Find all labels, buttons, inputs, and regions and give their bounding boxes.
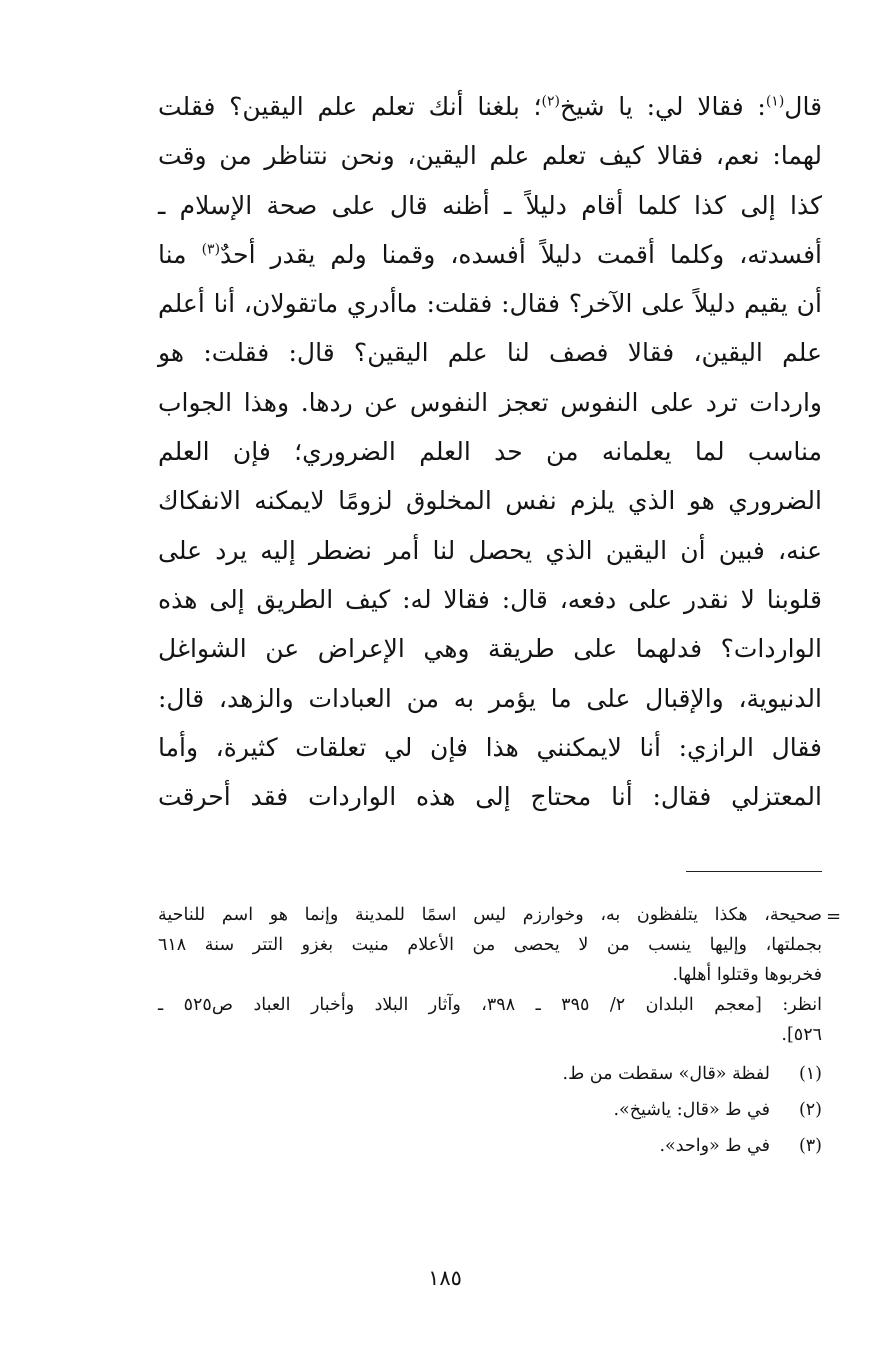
page-number: ١٨٥: [428, 1266, 462, 1290]
text-line-12: الواردات؟ فدلهما على طريقة وهي الإعراض عن الشواغل: [158, 634, 822, 664]
text-line-15: المعتزلي فقال: أنا محتاج إلى هذه الواردات فقد أحرقت: [158, 782, 822, 812]
text-line-8: مناسب لما يعلمانه من حد العلم الضروري؛ فإن العلم: [158, 437, 822, 467]
text-line-11: قلوبنا لا نقدر على دفعه، قال: فقالا له: كيف الطريق إلى هذه: [158, 584, 822, 614]
text-fragment: قال: [784, 92, 823, 121]
text-line-13: الدنيوية، والإقبال على ما يؤمر به من العبادات والزهد، قال:: [158, 683, 822, 713]
footnote-source-line: ٥٢٦].: [781, 1025, 822, 1045]
footnote-source-line: انظر: [معجم البلدان ٢/ ٣٩٥ ـ ٣٩٨، وآثار البلاد وأخبار العباد ص٥٢٥ ـ: [158, 995, 822, 1015]
footnote-number: (١): [798, 1064, 822, 1084]
footnote-item-2: [158, 1092, 822, 1128]
footnote-ref-3: (٣): [201, 241, 221, 258]
footnote-number: (٣): [798, 1136, 822, 1156]
footnote-text: في ط «قال: ياشيخ».: [613, 1100, 770, 1120]
footnote-continuation-line: صحيحة، هكذا يتلفظون به، وخوارزم ليس اسمًا للمدينة وإنما هو اسم للناحية: [158, 905, 822, 925]
footnote-continuation-line: فخربوها وقتلوا أهلها.: [672, 965, 822, 985]
text-line-7: واردات ترد على النفوس تعجز النفوس عن ردها. وهذا الجواب: [158, 387, 822, 417]
text-line-5: أن يقيم دليلاً على الآخر؟ فقال: فقلت: ماأدري ماتقولان، أنا أعلم: [158, 289, 822, 319]
footnote-ref-1: (١): [765, 93, 785, 110]
footnote-item-1: [158, 1056, 822, 1092]
footnote-item-3: [158, 1128, 822, 1164]
main-text: [158, 82, 822, 821]
text-fragment: منا: [158, 239, 202, 269]
text-line-9: الضروري هو الذي يلزم نفس المخلوق لزومًا لايمكنه الانفكاك: [158, 486, 822, 516]
footnote-text: في ط «واحد».: [659, 1136, 770, 1156]
text-fragment: ؛ بلغنا أنك تعلم علم اليقين؟ فقلت: [158, 92, 542, 121]
text-fragment: : فقالا لي: يا شيخ: [559, 92, 766, 121]
footnote-separator: [686, 871, 822, 872]
footnotes: [158, 900, 822, 1164]
text-line-10: عنه، فبين أن اليقين الذي يحصل لنا أمر نضطر إليه يرد على: [158, 535, 822, 565]
text-line-14: فقال الرازي: أنا لايمكنني هذا فإن لي تعلقات كثيرة، وأما: [158, 732, 822, 762]
footnote-ref-2: (٢): [541, 93, 560, 110]
text-line-4: [158, 230, 822, 279]
text-line-6: علم اليقين، فقالا فصف لنا علم اليقين؟ قال: فقلت: هو: [158, 338, 822, 368]
text-line-2: لهما: نعم، فقالا كيف تعلم علم اليقين، ونحن نتناظر من وقت: [158, 141, 822, 171]
text-line-3: كذا إلى كذا كلما أقام دليلاً ـ أظنه قال على صحة الإسلام ـ: [158, 190, 822, 220]
footnote-number: (٢): [798, 1100, 822, 1120]
text-fragment: أفسدته، وكلما أقمت دليلاً أفسده، وقمنا ولم يقدر أحدٌ: [220, 239, 822, 269]
footnote-continuation-mark: =: [826, 906, 842, 927]
footnote-text: لفظة «قال» سقطت من ط.: [562, 1064, 770, 1084]
text-line-1: [158, 82, 822, 131]
footnote-continuation-line: بجملتها، وإليها ينسب من لا يحصى من الأعلام منيت بغزو التتر سنة ٦١٨: [158, 935, 822, 955]
